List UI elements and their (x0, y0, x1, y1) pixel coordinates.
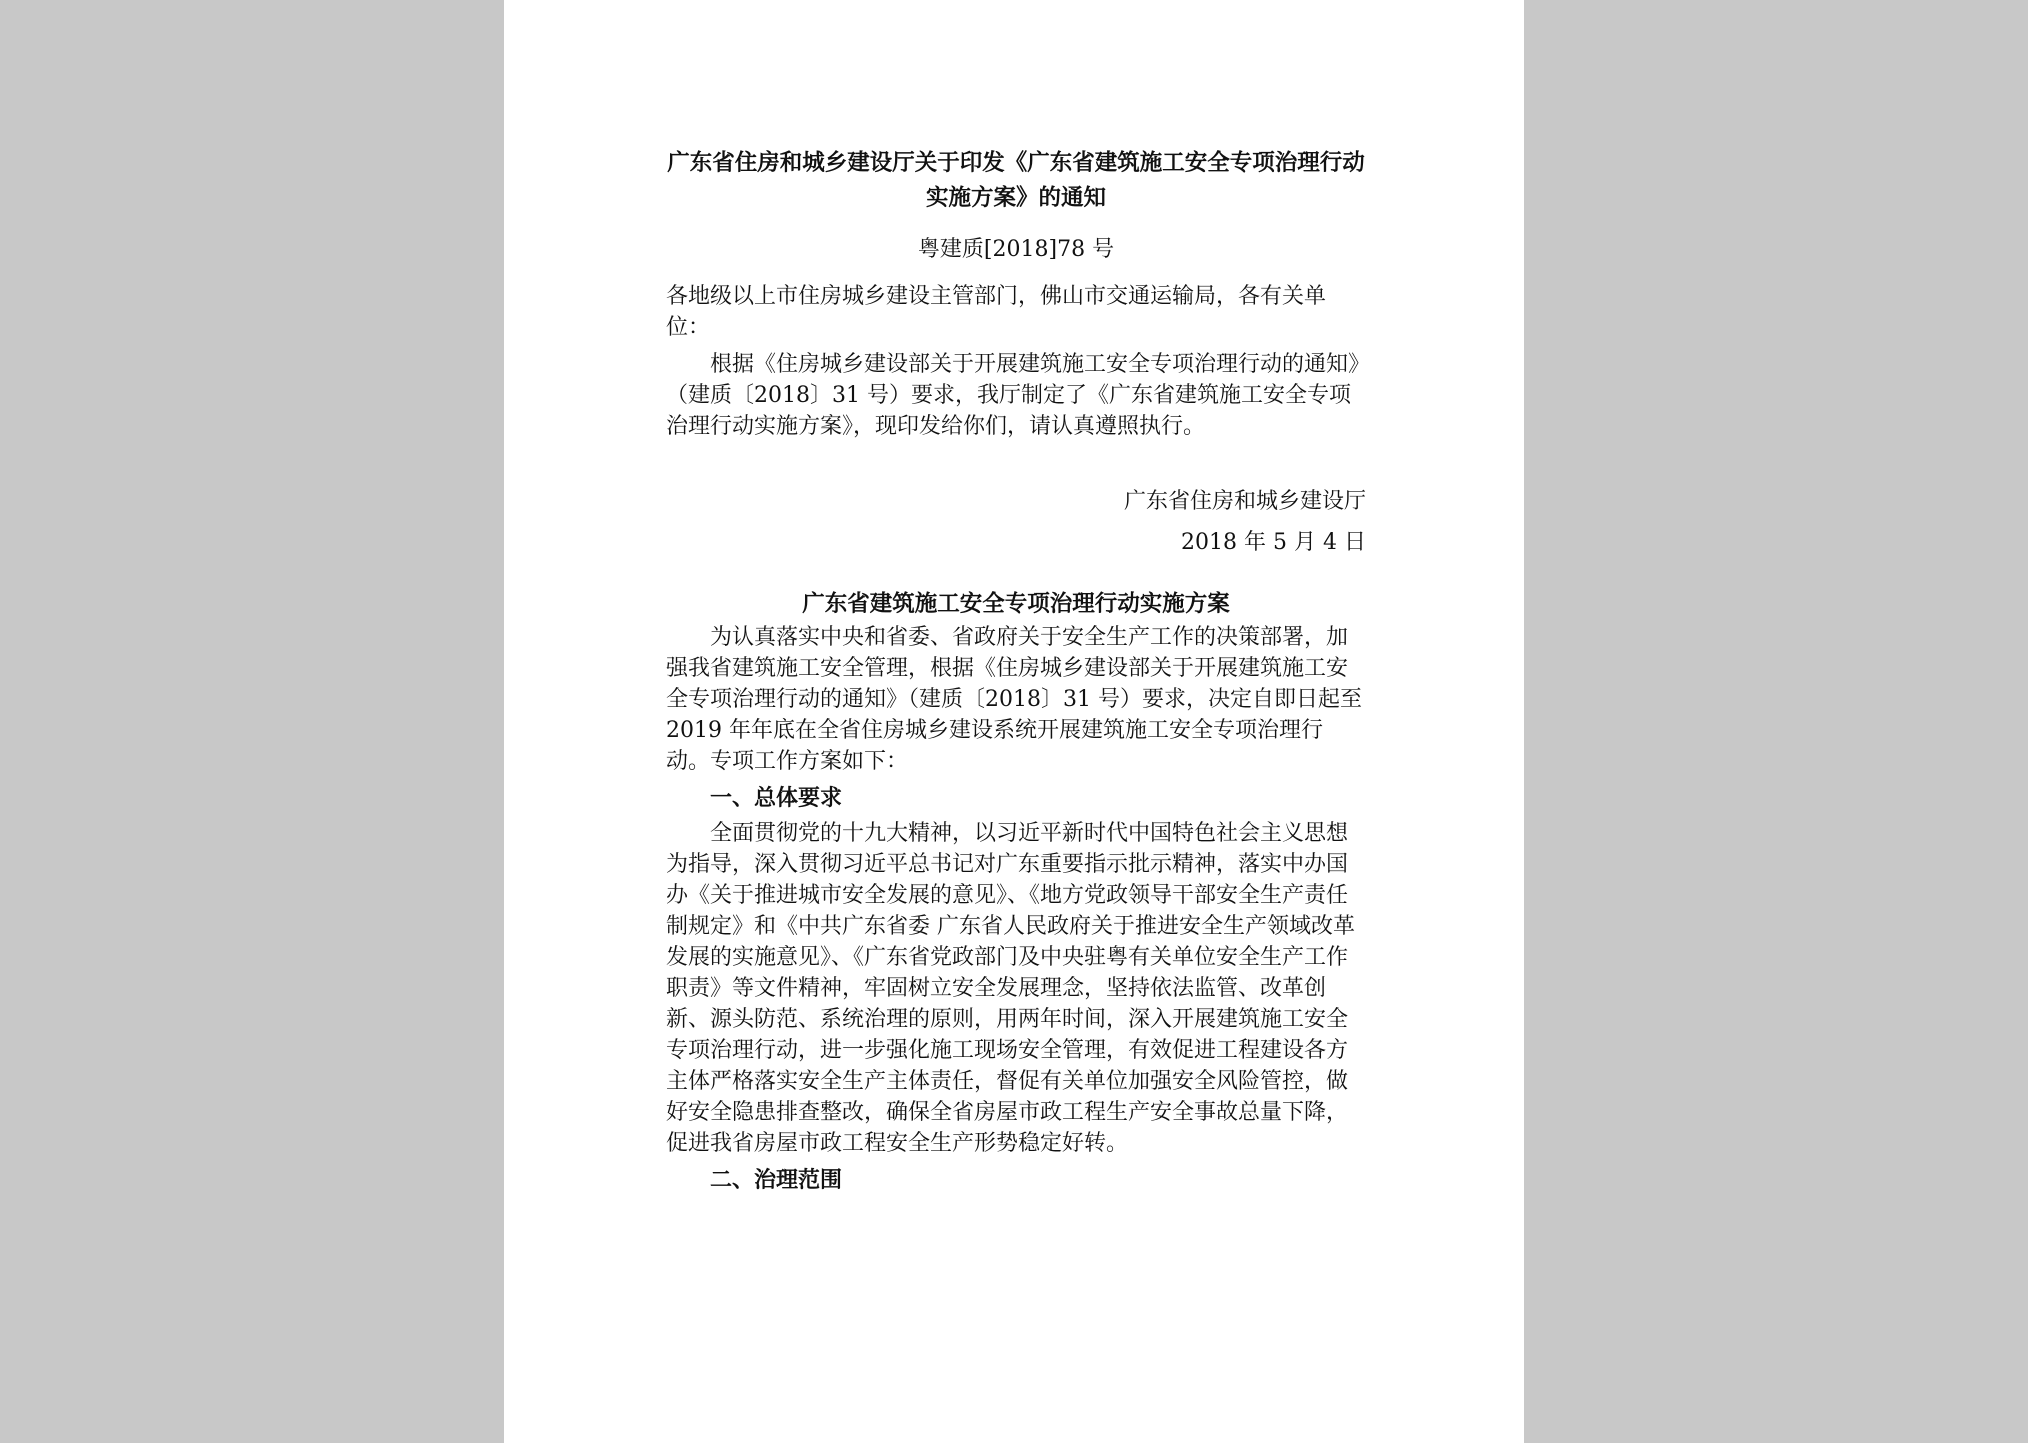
section-heading-1: 一、总体要求 (710, 785, 843, 811)
issuing-authority: 广东省住房和城乡建设厅 (1123, 489, 1366, 514)
notice-title: 广东省住房和城乡建设厅关于印发《广东省建筑施工安全专项治理行动实施方案》的通知 (667, 150, 1365, 211)
plan-intro: 为认真落实中央和省委、省政府关于安全生产工作的决策部署，加强我省建筑施工安全管理，根据《住房城乡建设部关于开展建筑施工安全专项治理行动的通知》（建质〔2018〕31 号）要求，决定自即日起至 2019 年年底在全省住房城乡建设系统开展建筑施工安全专项治理行动。专项工作方案如下： (666, 625, 1362, 774)
addressee: 各地级以上市住房城乡建设主管部门，佛山市交通运输局，各有关单位： (666, 284, 1327, 340)
page-content (666, 146, 1366, 1200)
section-heading-2: 二、治理范围 (710, 1167, 843, 1193)
document-number: 粤建质[2018]78 号 (917, 237, 1115, 262)
section-body-1: 全面贯彻党的十九大精神，以习近平新时代中国特色社会主义思想为指导，深入贯彻习近平总书记对广东重要指示批示精神，落实中办国办《关于推进城市安全发展的意见》、《地方党政领导干部安全生产责任制规定》和《中共广东省委 广东省人民政府关于推进安全生产领域改革发展的实施意见》、《广东省党政部门及中央驻粤有关单位安全生产工作职责》等文件精神，牢固树立安全发展理念，坚持依法监管、改革创新、源头防范、系统治理的原则，用两年时间，深入开展建筑施工安全专项治理行动，进一步强化施工现场安全管理，有效促进工程建设各方主体严格落实安全生产主体责任，督促有关单位加强安全风险管控，做好安全隐患排查整改，确保全省房屋市政工程生产安全事故总量下降，促进我省房屋市政工程安全生产形势稳定好转。 (666, 821, 1355, 1156)
document-page (504, 0, 1524, 1443)
notice-body: 根据《住房城乡建设部关于开展建筑施工安全专项治理行动的通知》（建质〔2018〕31 号）要求，我厅制定了《广东省建筑施工安全专项治理行动实施方案》，现印发给你们，请认真遵照执行。 (666, 352, 1360, 439)
issue-date: 2018 年 5 月 4 日 (1181, 530, 1366, 555)
plan-title: 广东省建筑施工安全专项治理行动实施方案 (802, 591, 1230, 617)
